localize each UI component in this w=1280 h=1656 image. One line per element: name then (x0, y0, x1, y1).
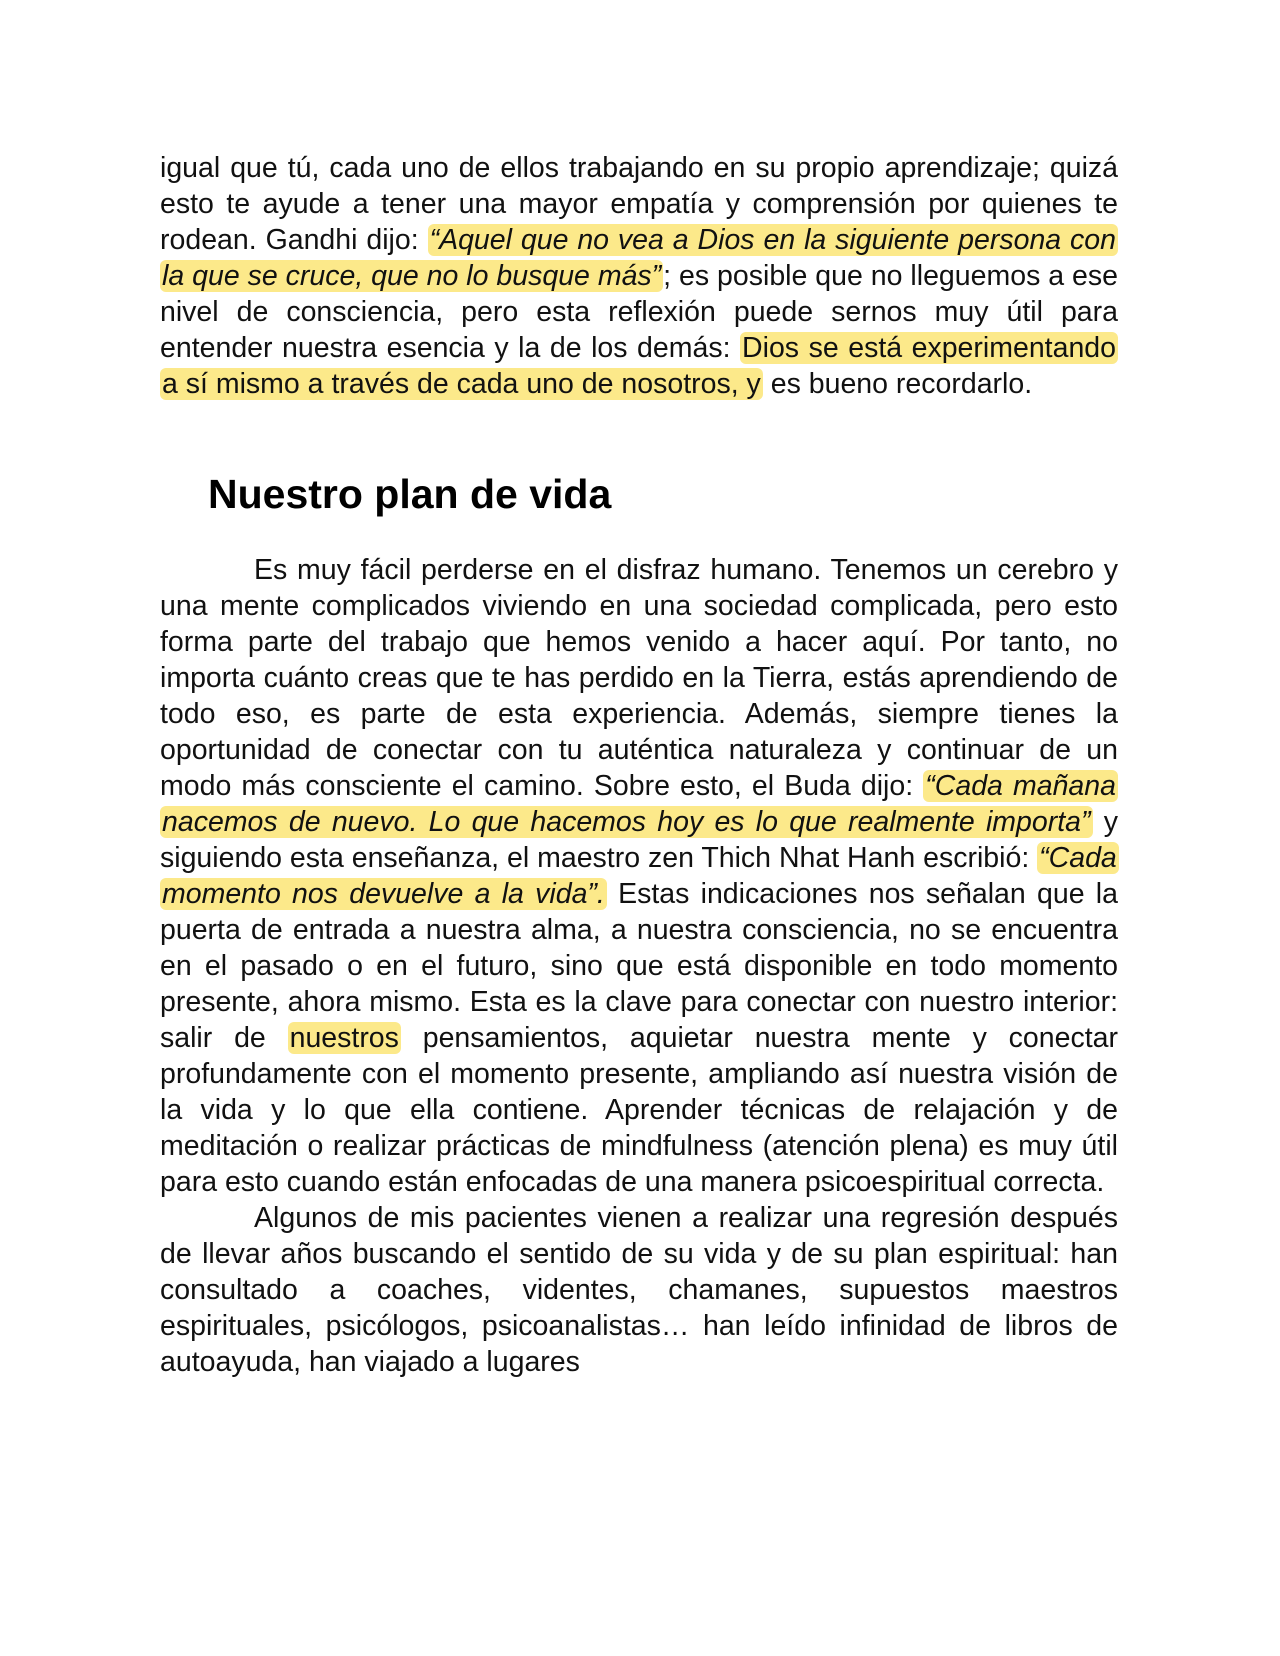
paragraph-text: Es muy fácil perderse en el disfraz humano. Tenemos un cerebro y una mente complicados viviendo en una sociedad complicada, pero esto forma parte del trabajo que hemos venido a hacer aquí. Por tanto, no importa cuánto creas que te has perdido en la Tierra, estás aprendiendo de todo eso, es parte de esta experiencia. Además, siempre tienes la oportunidad de conectar con tu auténtica naturaleza y continuar de un modo más consciente el camino. Sobre esto, el Buda dijo: (160, 554, 1118, 802)
paragraph-text: ; es posible que no lleguemos a ese nivel de consciencia, pero esta reflexión puede sernos muy útil para entender nuestra esencia y la de los demás: (160, 260, 1118, 364)
paragraph-text: y siguiendo esta enseñanza, el maestro zen Thich Nhat Hanh escribió: (160, 806, 1118, 874)
highlighted-quote-gandhi: “Aquel que no vea a Dios en la siguiente persona con la que se cruce, que no lo busque más” (162, 224, 1116, 292)
section-heading: Nuestro plan de vida (208, 471, 612, 517)
paragraph-pacientes: Algunos de mis pacientes vienen a realizar una regresión después de llevar años buscando el sentido de su vida y de su plan espiritual: han consultado a coaches, videntes, chamanes, supuestos maestros espirituales, psicólogos, psicoanalistas… han leído infinidad de libros de autoayuda, han viajado a lugares (160, 1202, 1118, 1378)
paragraph-text: pensamientos, aquietar nuestra mente y conectar profundamente con el momento presente, ampliando así nuestra visión de la vida y lo que ella contiene. Aprender técnicas de relajación y de meditación o realizar prácticas de mindfulness (atención plena) es muy útil para esto cuando están enfocadas de una manera psicoespiritual correcta. (160, 1022, 1118, 1198)
highlighted-word-nuestros: nuestros (289, 1022, 399, 1054)
paragraph-text: igual que tú, cada uno de ellos trabajando en su propio aprendizaje; quizá esto te ayude a tener una mayor empatía y comprensión por quienes te rodean. Gandhi dijo: (160, 152, 1118, 256)
paragraph-plan-de-vida (160, 552, 1118, 1200)
paragraph-text: Estas indicaciones nos señalan que la puerta de entrada a nuestra alma, a nuestra consciencia, no se encuentra en el pasado o en el futuro, sino que está disponible en todo momento presente, ahora mismo. Esta es la clave para conectar con nuestro interior: salir de (160, 878, 1118, 1054)
paragraph-gandhi (160, 150, 1118, 402)
highlighted-passage-dios: Dios se está experimentando a sí mismo a través de cada uno de nosotros, y (162, 332, 1116, 400)
section-body (160, 552, 1118, 1380)
paragraph-text: es bueno recordarlo. (762, 368, 1033, 400)
highlighted-quote-thich-nhat-hanh: “Cada momento nos devuelve a la vida”. (162, 842, 1117, 910)
highlighted-quote-buda: “Cada mañana nacemos de nuevo. Lo que hacemos hoy es lo que realmente importa” (162, 770, 1116, 838)
